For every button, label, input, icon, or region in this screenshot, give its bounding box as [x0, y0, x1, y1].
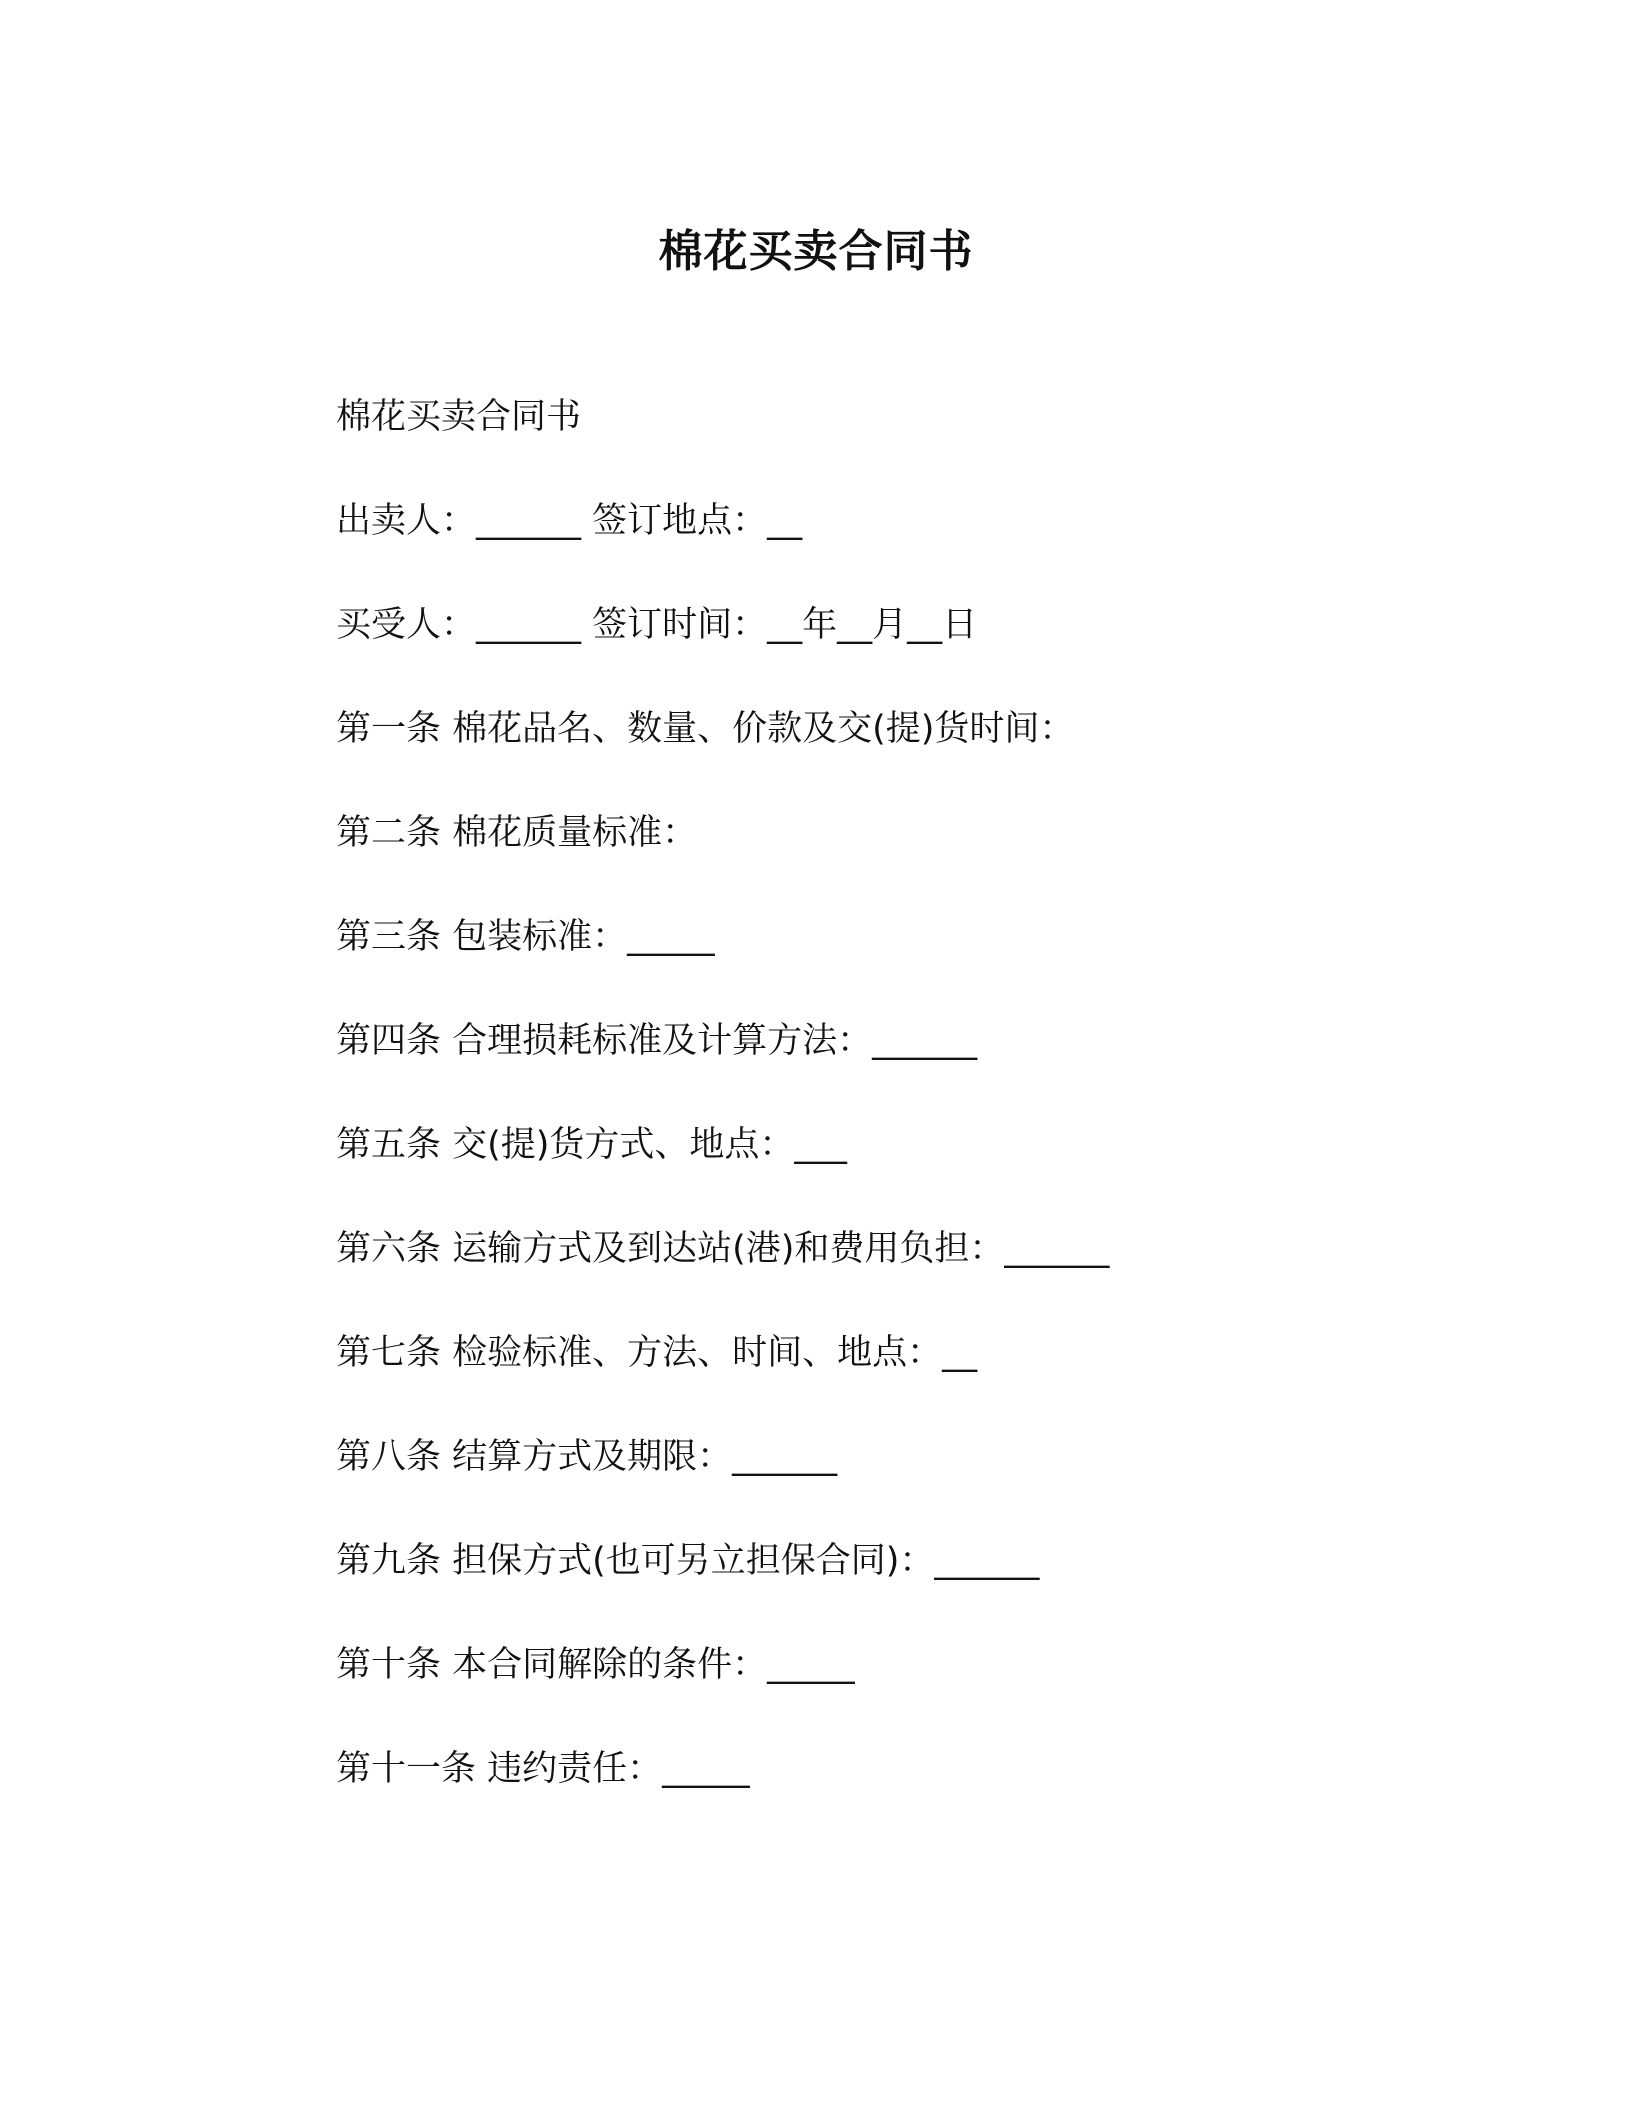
buyer-line: 买受人：______ 签订时间：__年__月__日	[336, 605, 978, 645]
clause-8: 第八条 结算方式及期限：______	[336, 1437, 838, 1477]
document-body	[336, 393, 1436, 1849]
clause-2: 第二条 棉花质量标准：	[336, 813, 698, 853]
document-title: 棉花买卖合同书	[658, 226, 974, 277]
clause-9: 第九条 担保方式(也可另立担保合同)：______	[336, 1541, 1040, 1581]
clause-11: 第十一条 违约责任：_____	[336, 1749, 750, 1789]
clause-3: 第三条 包装标准：_____	[336, 917, 715, 957]
clause-6: 第六条 运输方式及到达站(港)和费用负担：______	[336, 1229, 1110, 1269]
clause-5: 第五条 交(提)货方式、地点：___	[336, 1125, 847, 1165]
clause-4: 第四条 合理损耗标准及计算方法：______	[336, 1021, 978, 1061]
subtitle-line: 棉花买卖合同书	[336, 397, 582, 437]
clause-1: 第一条 棉花品名、数量、价款及交(提)货时间：	[336, 709, 1075, 749]
seller-line: 出卖人：______ 签订地点：__	[336, 501, 803, 541]
clause-10: 第十条 本合同解除的条件：_____	[336, 1645, 855, 1685]
clause-7: 第七条 检验标准、方法、时间、地点：__	[336, 1333, 978, 1373]
